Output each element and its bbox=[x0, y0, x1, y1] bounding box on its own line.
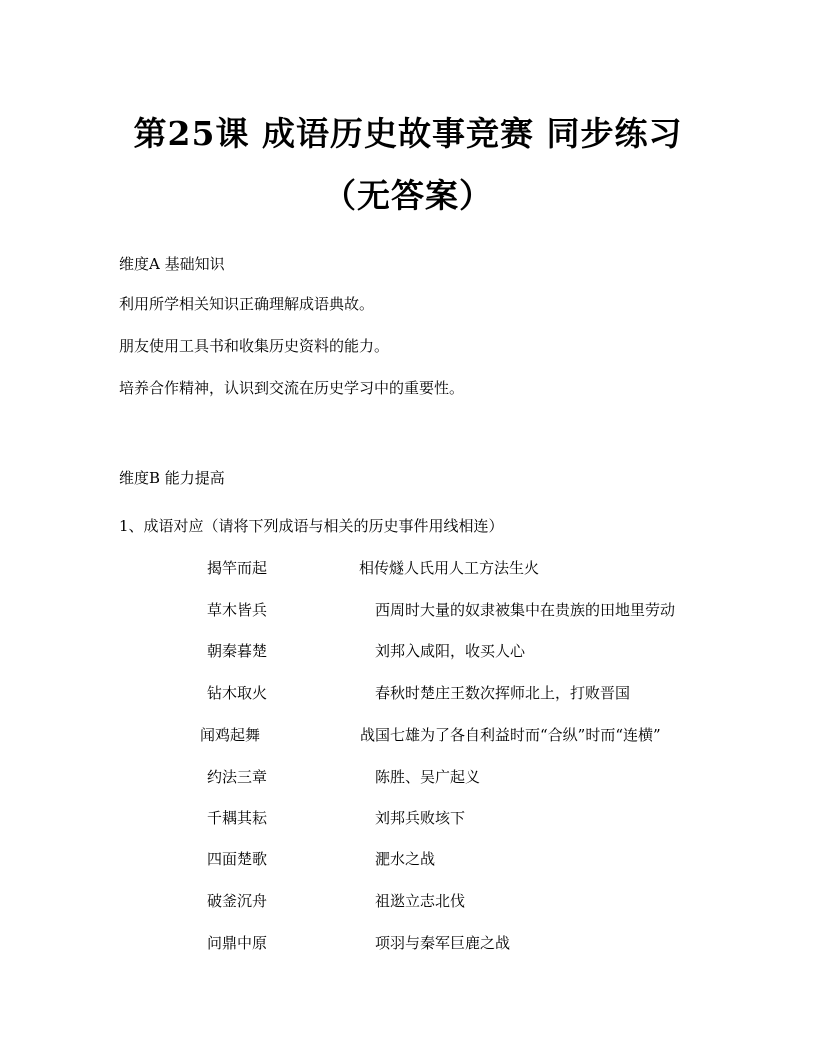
event-item: 西周时大量的奴隶被集中在贵族的田地里劳动 bbox=[375, 601, 676, 619]
idiom-item: 千耦其耘 bbox=[207, 809, 268, 827]
idiom-item: 问鼎中原 bbox=[207, 934, 268, 952]
event-item: 战国七雄为了各自利益时而“合纵”时而“连横” bbox=[360, 726, 661, 744]
idiom-item: 草木皆兵 bbox=[207, 601, 268, 619]
section-a-item: 培养合作精神，认识到交流在历史学习中的重要性。 bbox=[119, 379, 465, 397]
document-title-line2: （无答案） bbox=[323, 176, 493, 215]
section-a-item: 朋友使用工具书和收集历史资料的能力。 bbox=[119, 337, 390, 355]
question-1: 1、成语对应（请将下列成语与相关的历史事件用线相连） bbox=[119, 517, 504, 535]
idiom-item: 闻鸡起舞 bbox=[200, 726, 261, 744]
event-item: 淝水之战 bbox=[375, 850, 436, 868]
event-item: 项羽与秦军巨鹿之战 bbox=[375, 934, 511, 952]
idiom-item: 四面楚歌 bbox=[207, 850, 268, 868]
idiom-item: 揭竿而起 bbox=[207, 559, 268, 577]
idiom-item: 破釜沉舟 bbox=[207, 892, 268, 910]
section-a-item: 利用所学相关知识正确理解成语典故。 bbox=[119, 295, 375, 313]
event-item: 春秋时楚庄王数次挥师北上，打败晋国 bbox=[375, 684, 631, 702]
event-item: 祖逖立志北伐 bbox=[375, 892, 466, 910]
event-item: 相传燧人氏用人工方法生火 bbox=[359, 559, 540, 577]
section-b-heading: 维度B 能力提高 bbox=[119, 469, 225, 487]
idiom-item: 朝秦暮楚 bbox=[207, 642, 268, 660]
idiom-item: 钻木取火 bbox=[207, 684, 268, 702]
idiom-item: 约法三章 bbox=[207, 768, 268, 786]
event-item: 刘邦入咸阳，收买人心 bbox=[375, 642, 526, 660]
document-title-line1: 第25课 成语历史故事竞赛 同步练习 bbox=[133, 114, 683, 153]
event-item: 陈胜、吴广起义 bbox=[375, 768, 481, 786]
event-item: 刘邦兵败垓下 bbox=[375, 809, 466, 827]
section-a-heading: 维度A 基础知识 bbox=[119, 255, 225, 273]
